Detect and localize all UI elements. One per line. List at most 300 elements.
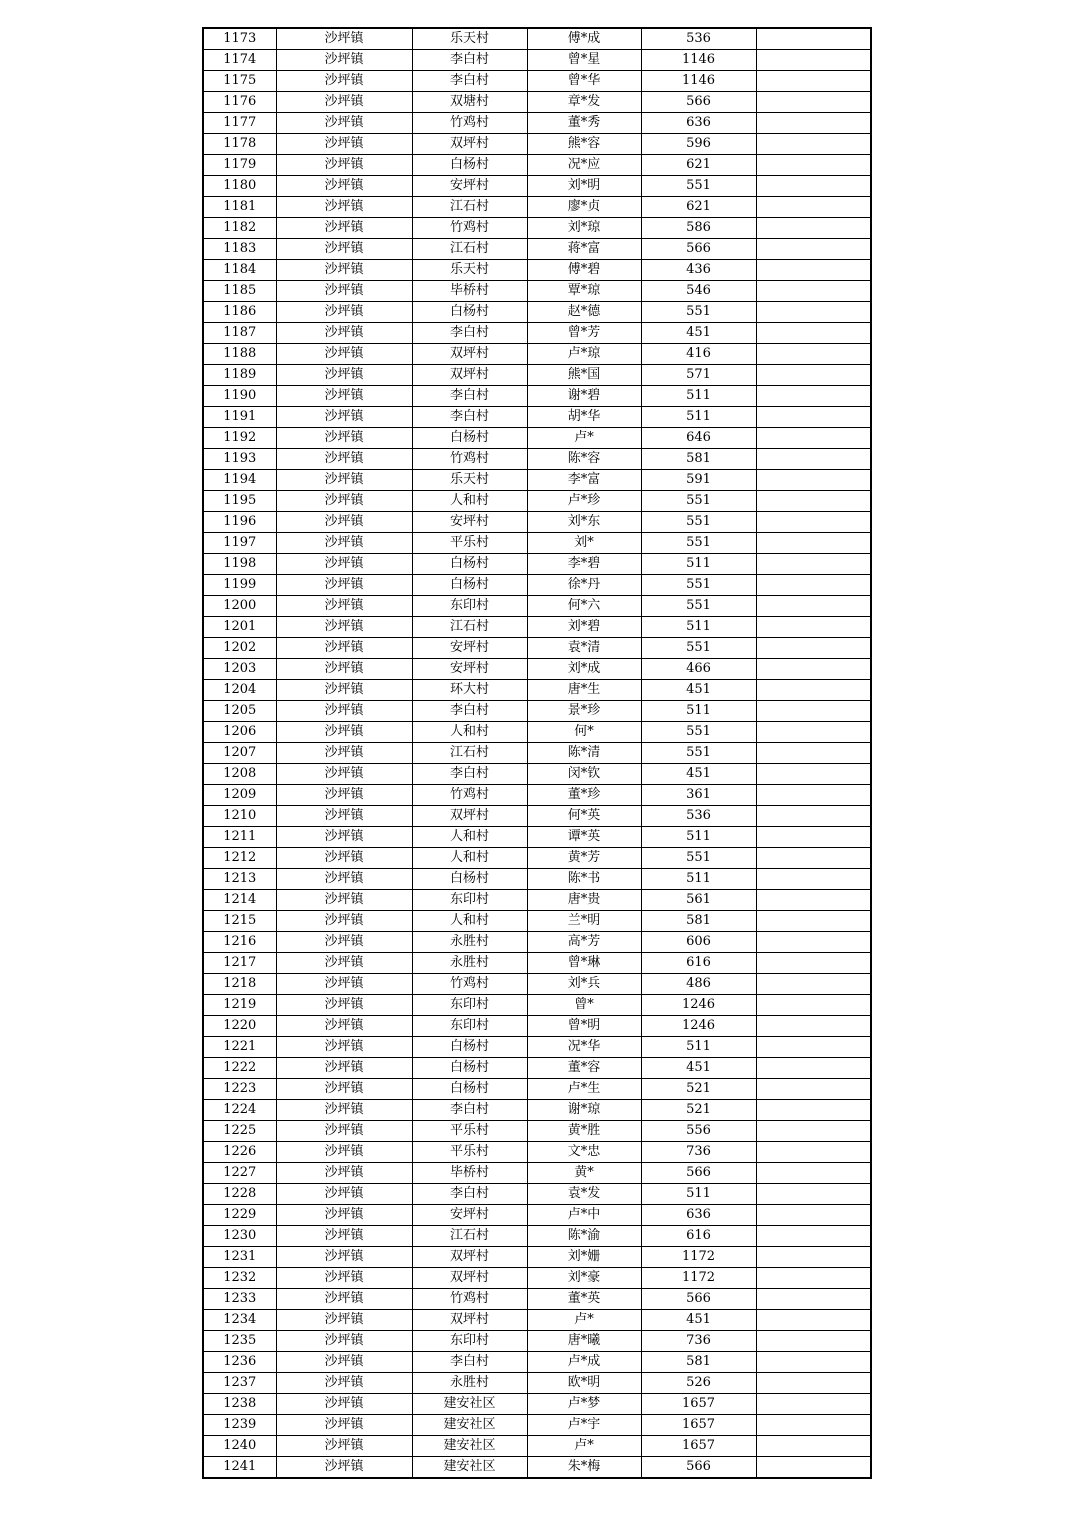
amount-cell: 581	[641, 911, 756, 932]
table-row	[203, 1331, 871, 1352]
village-cell: 永胜村	[412, 932, 527, 953]
row-number-cell: 1234	[203, 1310, 276, 1331]
amount-cell: 511	[641, 617, 756, 638]
name-cell: 董*容	[527, 1058, 641, 1079]
row-number-cell: 1179	[203, 155, 276, 176]
row-number-cell: 1224	[203, 1100, 276, 1121]
row-number-cell: 1193	[203, 449, 276, 470]
name-cell: 刘*琼	[527, 218, 641, 239]
town-cell: 沙坪镇	[276, 659, 412, 680]
name-cell: 傅*成	[527, 28, 641, 50]
village-cell: 安坪村	[412, 638, 527, 659]
town-cell: 沙坪镇	[276, 638, 412, 659]
remark-cell	[756, 449, 871, 470]
village-cell: 东印村	[412, 995, 527, 1016]
row-number-cell: 1232	[203, 1268, 276, 1289]
village-cell: 人和村	[412, 722, 527, 743]
amount-cell: 566	[641, 1457, 756, 1479]
village-cell: 竹鸡村	[412, 218, 527, 239]
table-row	[203, 722, 871, 743]
remark-cell	[756, 176, 871, 197]
town-cell: 沙坪镇	[276, 176, 412, 197]
village-cell: 白杨村	[412, 1037, 527, 1058]
row-number-cell: 1176	[203, 92, 276, 113]
table-row	[203, 638, 871, 659]
row-number-cell: 1210	[203, 806, 276, 827]
row-number-cell: 1235	[203, 1331, 276, 1352]
table-row	[203, 1247, 871, 1268]
amount-cell: 551	[641, 743, 756, 764]
amount-cell: 571	[641, 365, 756, 386]
name-cell: 卢*	[527, 1310, 641, 1331]
amount-cell: 551	[641, 512, 756, 533]
village-cell: 江石村	[412, 1226, 527, 1247]
remark-cell	[756, 1352, 871, 1373]
village-cell: 李白村	[412, 1352, 527, 1373]
table-row	[203, 1415, 871, 1436]
village-cell: 李白村	[412, 386, 527, 407]
amount-cell: 551	[641, 848, 756, 869]
remark-cell	[756, 155, 871, 176]
town-cell: 沙坪镇	[276, 344, 412, 365]
town-cell: 沙坪镇	[276, 743, 412, 764]
table-row	[203, 911, 871, 932]
name-cell: 覃*琼	[527, 281, 641, 302]
name-cell: 刘*碧	[527, 617, 641, 638]
name-cell: 廖*贞	[527, 197, 641, 218]
town-cell: 沙坪镇	[276, 680, 412, 701]
village-cell: 建安社区	[412, 1415, 527, 1436]
village-cell: 李白村	[412, 764, 527, 785]
amount-cell: 521	[641, 1079, 756, 1100]
table-row	[203, 491, 871, 512]
amount-cell: 566	[641, 1289, 756, 1310]
name-cell: 欧*明	[527, 1373, 641, 1394]
village-cell: 东印村	[412, 1016, 527, 1037]
amount-cell: 551	[641, 638, 756, 659]
table-row	[203, 827, 871, 848]
table-row	[203, 533, 871, 554]
village-cell: 东印村	[412, 596, 527, 617]
remark-cell	[756, 365, 871, 386]
table-row	[203, 1205, 871, 1226]
name-cell: 卢*	[527, 428, 641, 449]
table-row	[203, 596, 871, 617]
table-row	[203, 1058, 871, 1079]
row-number-cell: 1211	[203, 827, 276, 848]
row-number-cell: 1189	[203, 365, 276, 386]
remark-cell	[756, 386, 871, 407]
amount-cell: 526	[641, 1373, 756, 1394]
table-row	[203, 764, 871, 785]
town-cell: 沙坪镇	[276, 1205, 412, 1226]
town-cell: 沙坪镇	[276, 1016, 412, 1037]
row-number-cell: 1227	[203, 1163, 276, 1184]
row-number-cell: 1203	[203, 659, 276, 680]
table-row	[203, 197, 871, 218]
amount-cell: 551	[641, 533, 756, 554]
town-cell: 沙坪镇	[276, 869, 412, 890]
village-cell: 永胜村	[412, 953, 527, 974]
village-cell: 双坪村	[412, 1268, 527, 1289]
table-row	[203, 386, 871, 407]
town-cell: 沙坪镇	[276, 1079, 412, 1100]
table-row	[203, 1289, 871, 1310]
table-row	[203, 428, 871, 449]
village-cell: 李白村	[412, 1100, 527, 1121]
row-number-cell: 1178	[203, 134, 276, 155]
town-cell: 沙坪镇	[276, 1058, 412, 1079]
amount-cell: 511	[641, 1037, 756, 1058]
town-cell: 沙坪镇	[276, 260, 412, 281]
town-cell: 沙坪镇	[276, 1331, 412, 1352]
row-number-cell: 1226	[203, 1142, 276, 1163]
town-cell: 沙坪镇	[276, 995, 412, 1016]
row-number-cell: 1230	[203, 1226, 276, 1247]
table-row	[203, 512, 871, 533]
remark-cell	[756, 764, 871, 785]
row-number-cell: 1231	[203, 1247, 276, 1268]
village-cell: 平乐村	[412, 1121, 527, 1142]
row-number-cell: 1198	[203, 554, 276, 575]
row-number-cell: 1221	[203, 1037, 276, 1058]
village-cell: 李白村	[412, 701, 527, 722]
remark-cell	[756, 533, 871, 554]
remark-cell	[756, 827, 871, 848]
row-number-cell: 1174	[203, 50, 276, 71]
name-cell: 曾*	[527, 995, 641, 1016]
remark-cell	[756, 1373, 871, 1394]
village-cell: 竹鸡村	[412, 1289, 527, 1310]
town-cell: 沙坪镇	[276, 764, 412, 785]
table-row	[203, 1226, 871, 1247]
row-number-cell: 1191	[203, 407, 276, 428]
name-cell: 徐*丹	[527, 575, 641, 596]
amount-cell: 521	[641, 1100, 756, 1121]
name-cell: 卢*宇	[527, 1415, 641, 1436]
name-cell: 蒋*富	[527, 239, 641, 260]
village-cell: 双坪村	[412, 344, 527, 365]
table-row	[203, 659, 871, 680]
village-cell: 永胜村	[412, 1373, 527, 1394]
town-cell: 沙坪镇	[276, 197, 412, 218]
amount-cell: 551	[641, 575, 756, 596]
row-number-cell: 1192	[203, 428, 276, 449]
remark-cell	[756, 407, 871, 428]
amount-cell: 566	[641, 1163, 756, 1184]
table-row	[203, 281, 871, 302]
name-cell: 袁*清	[527, 638, 641, 659]
amount-cell: 596	[641, 134, 756, 155]
remark-cell	[756, 50, 871, 71]
row-number-cell: 1222	[203, 1058, 276, 1079]
town-cell: 沙坪镇	[276, 848, 412, 869]
name-cell: 刘*姗	[527, 1247, 641, 1268]
amount-cell: 616	[641, 1226, 756, 1247]
row-number-cell: 1187	[203, 323, 276, 344]
town-cell: 沙坪镇	[276, 1247, 412, 1268]
name-cell: 卢*珍	[527, 491, 641, 512]
remark-cell	[756, 932, 871, 953]
remark-cell	[756, 1142, 871, 1163]
row-number-cell: 1194	[203, 470, 276, 491]
table-row	[203, 239, 871, 260]
town-cell: 沙坪镇	[276, 932, 412, 953]
row-number-cell: 1182	[203, 218, 276, 239]
name-cell: 曾*琳	[527, 953, 641, 974]
amount-cell: 736	[641, 1142, 756, 1163]
row-number-cell: 1186	[203, 302, 276, 323]
row-number-cell: 1236	[203, 1352, 276, 1373]
remark-cell	[756, 554, 871, 575]
name-cell: 董*珍	[527, 785, 641, 806]
name-cell: 高*芳	[527, 932, 641, 953]
row-number-cell: 1223	[203, 1079, 276, 1100]
amount-cell: 511	[641, 701, 756, 722]
town-cell: 沙坪镇	[276, 722, 412, 743]
row-number-cell: 1177	[203, 113, 276, 134]
name-cell: 卢*	[527, 1436, 641, 1457]
town-cell: 沙坪镇	[276, 155, 412, 176]
row-number-cell: 1218	[203, 974, 276, 995]
amount-cell: 1172	[641, 1247, 756, 1268]
remark-cell	[756, 1415, 871, 1436]
table-row	[203, 365, 871, 386]
name-cell: 陈*清	[527, 743, 641, 764]
amount-cell: 546	[641, 281, 756, 302]
name-cell: 黄*	[527, 1163, 641, 1184]
remark-cell	[756, 869, 871, 890]
amount-cell: 636	[641, 1205, 756, 1226]
name-cell: 刘*成	[527, 659, 641, 680]
remark-cell	[756, 722, 871, 743]
remark-cell	[756, 806, 871, 827]
remark-cell	[756, 1310, 871, 1331]
name-cell: 刘*明	[527, 176, 641, 197]
remark-cell	[756, 743, 871, 764]
village-cell: 建安社区	[412, 1394, 527, 1415]
row-number-cell: 1184	[203, 260, 276, 281]
amount-cell: 536	[641, 28, 756, 50]
village-cell: 建安社区	[412, 1457, 527, 1479]
amount-cell: 1657	[641, 1415, 756, 1436]
table-row	[203, 176, 871, 197]
remark-cell	[756, 1100, 871, 1121]
village-cell: 李白村	[412, 1184, 527, 1205]
village-cell: 江石村	[412, 239, 527, 260]
remark-cell	[756, 638, 871, 659]
remark-cell	[756, 281, 871, 302]
table-row	[203, 554, 871, 575]
table-row	[203, 155, 871, 176]
village-cell: 李白村	[412, 50, 527, 71]
amount-cell: 511	[641, 554, 756, 575]
remark-cell	[756, 1163, 871, 1184]
amount-cell: 561	[641, 890, 756, 911]
table-row	[203, 680, 871, 701]
name-cell: 唐*曦	[527, 1331, 641, 1352]
village-cell: 江石村	[412, 617, 527, 638]
town-cell: 沙坪镇	[276, 911, 412, 932]
town-cell: 沙坪镇	[276, 827, 412, 848]
row-number-cell: 1237	[203, 1373, 276, 1394]
table-row	[203, 869, 871, 890]
name-cell: 章*发	[527, 92, 641, 113]
table-row	[203, 1016, 871, 1037]
village-cell: 人和村	[412, 827, 527, 848]
village-cell: 白杨村	[412, 1079, 527, 1100]
remark-cell	[756, 218, 871, 239]
name-cell: 谭*英	[527, 827, 641, 848]
remark-cell	[756, 1247, 871, 1268]
amount-cell: 511	[641, 407, 756, 428]
town-cell: 沙坪镇	[276, 1142, 412, 1163]
village-cell: 李白村	[412, 71, 527, 92]
table-row	[203, 1037, 871, 1058]
name-cell: 刘*豪	[527, 1268, 641, 1289]
name-cell: 李*富	[527, 470, 641, 491]
village-cell: 竹鸡村	[412, 974, 527, 995]
village-cell: 毕桥村	[412, 1163, 527, 1184]
name-cell: 黄*胜	[527, 1121, 641, 1142]
remark-cell	[756, 113, 871, 134]
row-number-cell: 1207	[203, 743, 276, 764]
name-cell: 兰*明	[527, 911, 641, 932]
town-cell: 沙坪镇	[276, 407, 412, 428]
amount-cell: 591	[641, 470, 756, 491]
amount-cell: 1172	[641, 1268, 756, 1289]
amount-cell: 646	[641, 428, 756, 449]
town-cell: 沙坪镇	[276, 890, 412, 911]
town-cell: 沙坪镇	[276, 1373, 412, 1394]
village-cell: 双坪村	[412, 134, 527, 155]
name-cell: 刘*东	[527, 512, 641, 533]
remark-cell	[756, 617, 871, 638]
table-row	[203, 407, 871, 428]
table-row	[203, 323, 871, 344]
village-cell: 竹鸡村	[412, 113, 527, 134]
name-cell: 刘*	[527, 533, 641, 554]
table-row	[203, 50, 871, 71]
name-cell: 何*	[527, 722, 641, 743]
remark-cell	[756, 512, 871, 533]
table-row	[203, 218, 871, 239]
village-cell: 乐天村	[412, 260, 527, 281]
village-cell: 东印村	[412, 890, 527, 911]
village-cell: 白杨村	[412, 155, 527, 176]
row-number-cell: 1199	[203, 575, 276, 596]
amount-cell: 511	[641, 869, 756, 890]
village-cell: 安坪村	[412, 176, 527, 197]
name-cell: 熊*容	[527, 134, 641, 155]
amount-cell: 511	[641, 827, 756, 848]
remark-cell	[756, 239, 871, 260]
remark-cell	[756, 953, 871, 974]
table-row	[203, 344, 871, 365]
row-number-cell: 1240	[203, 1436, 276, 1457]
town-cell: 沙坪镇	[276, 1352, 412, 1373]
name-cell: 谢*琼	[527, 1100, 641, 1121]
amount-cell: 451	[641, 764, 756, 785]
amount-cell: 1146	[641, 50, 756, 71]
remark-cell	[756, 575, 871, 596]
village-cell: 双坪村	[412, 1247, 527, 1268]
table-row	[203, 1394, 871, 1415]
town-cell: 沙坪镇	[276, 302, 412, 323]
row-number-cell: 1204	[203, 680, 276, 701]
town-cell: 沙坪镇	[276, 701, 412, 722]
table-row	[203, 848, 871, 869]
village-cell: 环大村	[412, 680, 527, 701]
row-number-cell: 1238	[203, 1394, 276, 1415]
amount-cell: 451	[641, 1058, 756, 1079]
town-cell: 沙坪镇	[276, 1163, 412, 1184]
row-number-cell: 1216	[203, 932, 276, 953]
row-number-cell: 1219	[203, 995, 276, 1016]
amount-cell: 581	[641, 449, 756, 470]
remark-cell	[756, 344, 871, 365]
table-body	[203, 28, 871, 1478]
town-cell: 沙坪镇	[276, 491, 412, 512]
name-cell: 董*秀	[527, 113, 641, 134]
table-row	[203, 806, 871, 827]
table-row	[203, 785, 871, 806]
town-cell: 沙坪镇	[276, 28, 412, 50]
village-cell: 平乐村	[412, 533, 527, 554]
remark-cell	[756, 28, 871, 50]
name-cell: 曾*芳	[527, 323, 641, 344]
village-cell: 白杨村	[412, 575, 527, 596]
amount-cell: 451	[641, 323, 756, 344]
remark-cell	[756, 995, 871, 1016]
table-row	[203, 1079, 871, 1100]
village-cell: 安坪村	[412, 512, 527, 533]
remark-cell	[756, 1457, 871, 1479]
name-cell: 陈*渝	[527, 1226, 641, 1247]
town-cell: 沙坪镇	[276, 134, 412, 155]
village-cell: 双坪村	[412, 806, 527, 827]
amount-cell: 416	[641, 344, 756, 365]
amount-cell: 556	[641, 1121, 756, 1142]
table-row	[203, 134, 871, 155]
town-cell: 沙坪镇	[276, 596, 412, 617]
table-row	[203, 1121, 871, 1142]
town-cell: 沙坪镇	[276, 554, 412, 575]
table-row	[203, 113, 871, 134]
row-number-cell: 1206	[203, 722, 276, 743]
town-cell: 沙坪镇	[276, 1037, 412, 1058]
table-row	[203, 1142, 871, 1163]
village-cell: 东印村	[412, 1331, 527, 1352]
row-number-cell: 1181	[203, 197, 276, 218]
row-number-cell: 1233	[203, 1289, 276, 1310]
remark-cell	[756, 974, 871, 995]
town-cell: 沙坪镇	[276, 428, 412, 449]
village-cell: 人和村	[412, 911, 527, 932]
village-cell: 安坪村	[412, 659, 527, 680]
town-cell: 沙坪镇	[276, 806, 412, 827]
town-cell: 沙坪镇	[276, 365, 412, 386]
remark-cell	[756, 1268, 871, 1289]
town-cell: 沙坪镇	[276, 1121, 412, 1142]
town-cell: 沙坪镇	[276, 1226, 412, 1247]
name-cell: 袁*发	[527, 1184, 641, 1205]
row-number-cell: 1175	[203, 71, 276, 92]
remark-cell	[756, 1016, 871, 1037]
village-cell: 白杨村	[412, 869, 527, 890]
name-cell: 何*英	[527, 806, 641, 827]
row-number-cell: 1225	[203, 1121, 276, 1142]
